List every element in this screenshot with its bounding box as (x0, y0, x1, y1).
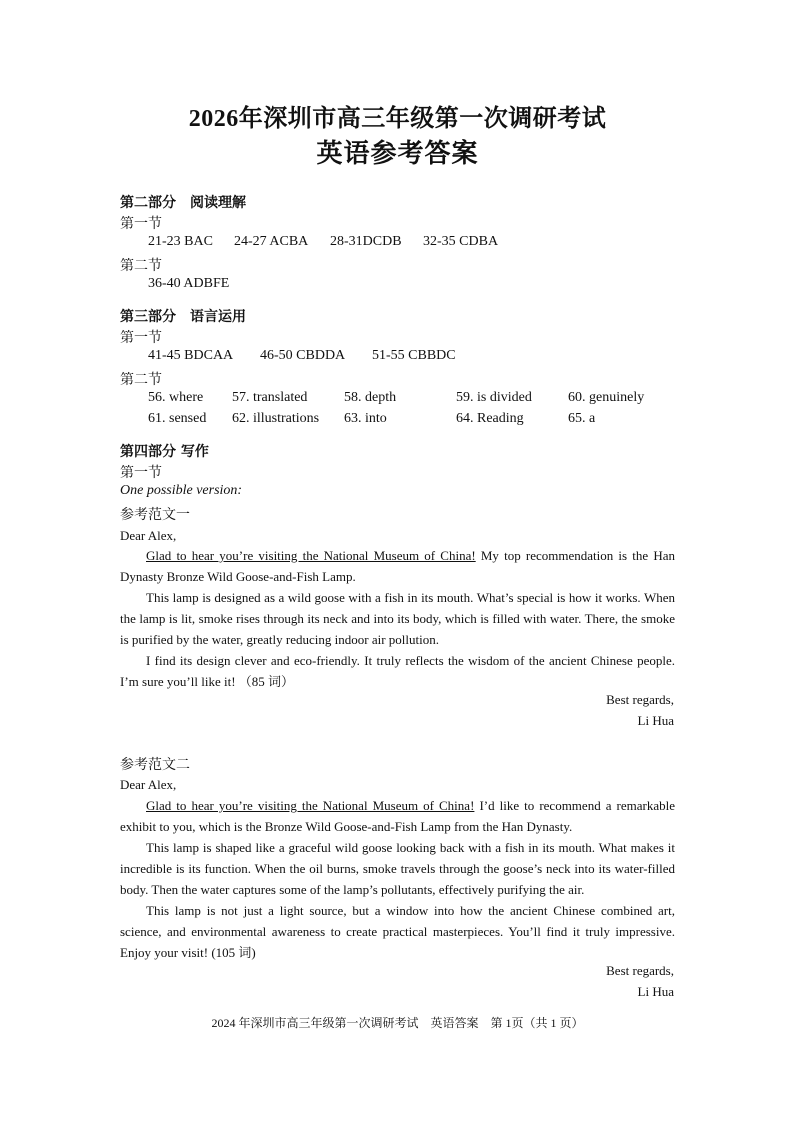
sample1-greeting: Dear Alex, (120, 528, 177, 543)
sample1-underlined-opening: Glad to hear you’re visiting the National Museum of China! (146, 548, 476, 563)
answer-group: 36-40 ADBFE (148, 276, 230, 291)
sample1-paragraph3: I find its design clever and eco-friendly. It truly reflects the wisdom of the ancient Chinese people. I’m sure you’ll like it! （85 词） (120, 653, 675, 689)
part4-heading: 第四部分 写作 (120, 444, 209, 460)
sample1-label: 参考范文一 (120, 508, 190, 523)
answer-group: 41-45 BDCAA (148, 348, 234, 363)
page-title: 2026年深圳市高三年级第一次调研考试 (188, 106, 607, 132)
fill-answer: 58. depth (344, 390, 397, 405)
fill-answer: 57. translated (232, 390, 308, 405)
answer-group: 28-31DCDB (330, 234, 402, 249)
page-footer: 2024 年深圳市高三年级第一次调研考试 英语答案 第 1页（共 1 页） (211, 1016, 584, 1030)
sample2-paragraph1-rest: I’d like to recommend a remarkable exhibit to you, which is the Bronze Wild Goose-and-Fish Lamp from the Han Dynasty. (120, 798, 676, 834)
sample2-label: 参考范文二 (120, 758, 190, 773)
part3-section1-label: 第一节 (120, 331, 162, 346)
fill-answer: 59. is divided (456, 390, 532, 405)
sample2-paragraph2: This lamp is shaped like a graceful wild goose looking back with a fish in its mouth. What makes it incredible is its function. When the oil burns, smoke travels through the goose’s neck into its water-filled body. Then the water captures some of the lamp’s pollutants, effectively purifying the air. (120, 840, 675, 897)
answer-group: 51-55 CBBDC (372, 348, 456, 363)
part2-heading: 第二部分 阅读理解 (120, 195, 246, 211)
sample1-signature: Li Hua (637, 713, 674, 728)
fill-answer: 60. genuinely (568, 390, 645, 405)
fill-answer: 61. sensed (148, 411, 207, 426)
fill-answer: 62. illustrations (232, 411, 320, 426)
fill-answer: 64. Reading (456, 411, 524, 426)
answer-group: 24-27 ACBA (234, 234, 309, 249)
part2-section1-label: 第一节 (120, 217, 162, 232)
part2-section2-label: 第二节 (120, 259, 162, 274)
part4-section1-label: 第一节 (120, 466, 162, 481)
sample1-paragraph1 (120, 545, 675, 587)
fill-answer: 65. a (568, 411, 596, 426)
sample2-greeting: Dear Alex, (120, 777, 177, 792)
sample2-closing: Best regards, (606, 963, 674, 978)
sample2-paragraph3: This lamp is not just a light source, but a window into how the ancient Chinese combined art, science, and environmental awareness to create practical masterpieces. You’ll find it truly impressive. Enjoy your visit! (105 词) (120, 903, 675, 960)
sample2-paragraph1 (120, 795, 675, 837)
sample1-closing: Best regards, (606, 692, 674, 707)
answer-group: 46-50 CBDDA (260, 348, 346, 363)
page-subtitle: 英语参考答案 (316, 139, 479, 168)
part3-section2-label: 第二节 (120, 373, 162, 388)
sample2-underlined-opening: Glad to hear you’re visiting the National Museum of China! (146, 798, 475, 813)
fill-answer: 63. into (344, 411, 387, 426)
fill-answer: 56. where (148, 390, 204, 405)
part3-heading: 第三部分 语言运用 (120, 309, 246, 325)
possible-version-label: One possible version: (120, 483, 243, 498)
sample1-paragraph1-rest: My top recommendation is the Han Dynasty Bronze Wild Goose-and-Fish Lamp. (120, 548, 675, 584)
answer-group: 32-35 CDBA (423, 234, 499, 249)
sample2-signature: Li Hua (637, 984, 674, 999)
answer-group: 21-23 BAC (148, 234, 213, 249)
sample1-paragraph2: This lamp is designed as a wild goose with a fish in its mouth. What’s special is how it works. When the lamp is lit, smoke rises through its neck and into its body, which is filled with water. There, the smoke is purified by the water, greatly reducing indoor air pollution. (120, 590, 675, 647)
